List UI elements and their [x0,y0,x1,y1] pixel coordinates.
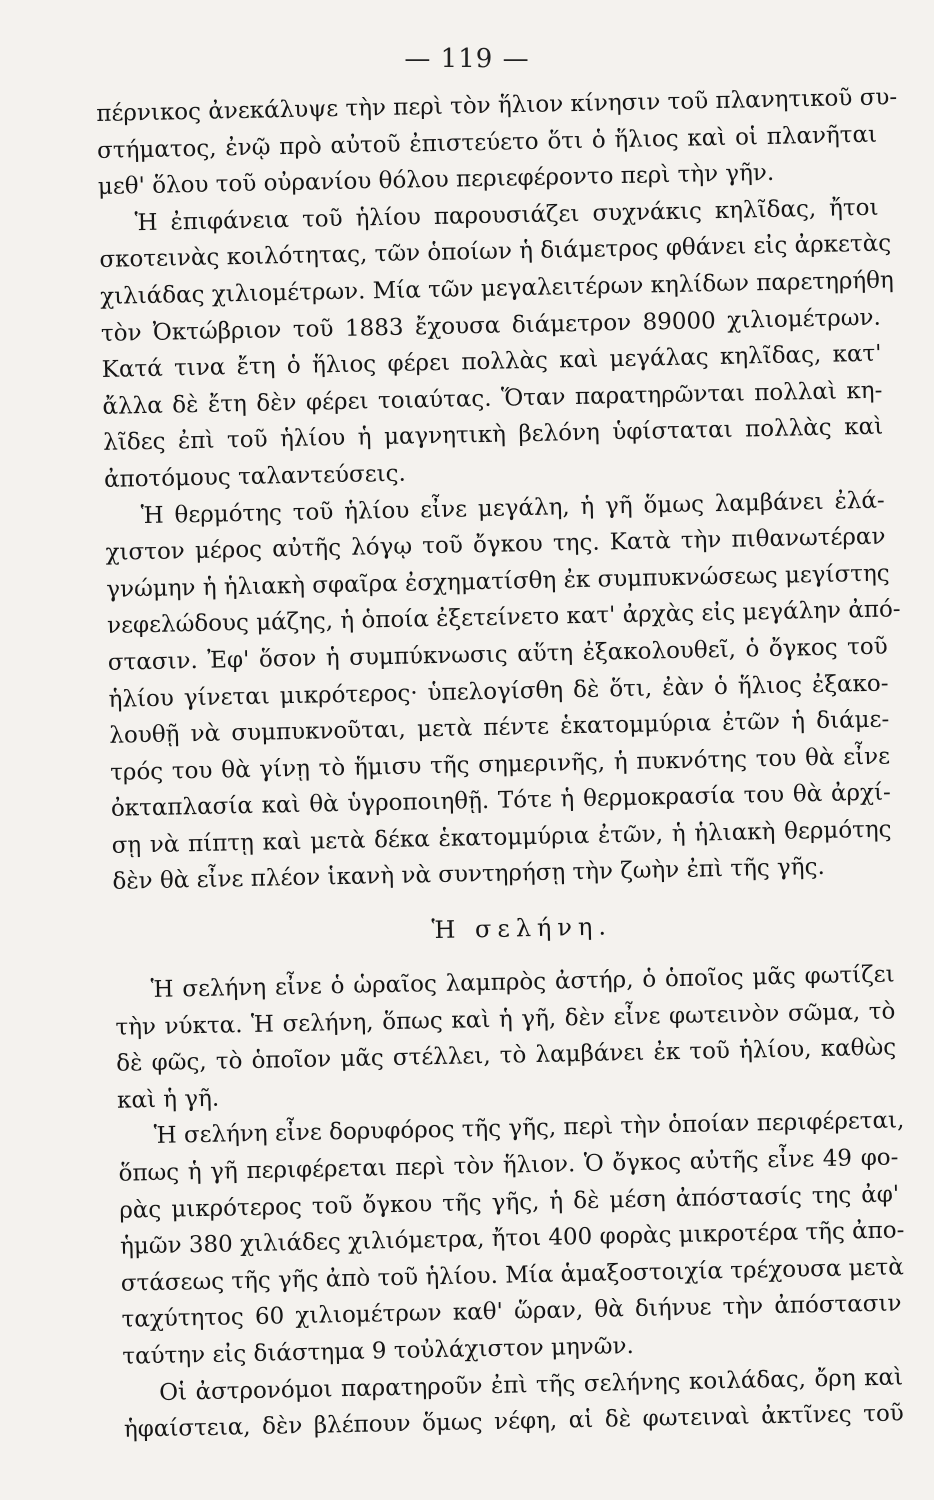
text-line: λουθῇ νὰ συμπυκνοῦται, μετὰ πέντε ἑκατομμύρια ἐτῶν ἡ διάμε- [109,706,890,749]
text-line: χιλιάδας χιλιομέτρων. Μία τῶν μεγαλειτέρων κηλίδων παρετηρήθη [99,267,895,310]
text-line: Ἡ θερμότης τοῦ ἡλίου εἶνε μεγάλη, ἡ γῆ ὅμως λαμβάνει ἐλά- [140,487,885,529]
text-line: ταύτην εἰς διάστημα 9 τοὐλάχιστον μηνῶν. [122,1333,635,1370]
text-line: Κατά τινα ἔτη ὁ ἥλιος φέρει πολλὰς καὶ μεγάλας κηλῖδας, κατ' [101,340,882,384]
text-line: ἡμῶν 380 χιλιάδες χιλιόμετρα, ἤτοι 400 φορὰς μικροτέρα τῆς ἀπο- [119,1217,905,1260]
text-line: τρός του θὰ γίνῃ τὸ ἥμισυ τῆς σημερινῆς, ἡ πυκνότης του θὰ εἶνε [109,743,891,786]
text-line: στήματος, ἐνῷ πρὸ αὐτοῦ ἐπιστεύετο ὅτι ὁ ἥλιος καὶ οἱ πλανῆται [96,121,878,164]
text-line: γνώμην ἡ ἡλιακὴ σφαῖρα ἐσχηματίσθη ἐκ συμπυκνώσεως μεγίστης [106,560,890,603]
text-line: Ἡ σελήνη εἶνε ὁ ὡραῖος λαμπρὸς ἀστήρ, ὁ ὁποῖος μᾶς φωτίζει [150,961,895,1004]
text-line: σκοτεινὰς κοιλότητας, τῶν ὁποίων ἡ διάμετρος φθάνει εἰς ἀρκετὰς [99,230,892,274]
text-line: καὶ ἡ γῆ. [116,1085,220,1114]
body-text [96,80,904,1449]
text-line: ἡλίου γίνεται μικρότερος· ὑπελογίσθη δὲ ὅτι, ἐὰν ὁ ἥλιος ἐξακο- [108,670,889,713]
text-line: χιστον μέρος αὐτῆς λόγῳ τοῦ ὄγκου της. Κατὰ τὴν πιθανωτέραν [105,523,886,567]
text-line: σῃ νὰ πίπτῃ καὶ μετὰ δέκα ἑκατομμύρια ἐτῶν, ἡ ἡλιακὴ θερμότης [111,816,892,859]
text-line: ὀκταπλασία καὶ θὰ ὑγροποιηθῇ. Τότε ἡ θερμοκρασία του θὰ ἀρχί- [110,779,892,823]
text-line: στάσεως τῆς γῆς ἀπὸ τοῦ ἡλίου. Μία ἁμαξοστοιχία τρέχουσα μετὰ [120,1254,905,1297]
text-line: ἡφαίστεια, δὲν βλέπουν ὅμως νέφη, αἱ δὲ φωτειναὶ ἀκτῖνες τοῦ [123,1400,905,1443]
text-line: ἀποτόμους ταλαντεύσεις. [103,460,407,493]
text-line: ὅπως ἡ γῆ περιφέρεται περὶ τὸν ἥλιον. Ὁ ὄγκος αὐτῆς εἶνε 49 φο- [118,1144,899,1187]
text-line: Οἱ ἀστρονόμοι παρατηροῦν ἐπὶ τῆς σελήνης κοιλάδας, ὄρη καὶ [158,1363,904,1406]
text-line: λῖδες ἐπὶ τοῦ ἡλίου ἡ μαγνητικὴ βελόνη ὑφίσταται πολλὰς καὶ [103,413,884,457]
text-line: τὸν Ὀκτώβριον τοῦ 1883 ἔχουσα διάμετρον 89000 χιλιομέτρων. [100,304,882,347]
text-line: μεθ' ὅλου τοῦ οὐρανίου θόλου περιεφέροντο περὶ τὴν γῆν. [97,160,775,201]
section-heading: Ἡ σελήνη. [431,912,613,945]
text-line: δὲ φῶς, τὸ ὁποῖον μᾶς στέλλει, τὸ λαμβάνει ἐκ τοῦ ἡλίου, καθὼς [116,1034,897,1078]
text-line: ταχύτητος 60 χιλιομέτρων καθ' ὥραν, θὰ διήνυε τὴν ἀπόστασιν [121,1290,902,1334]
page-number: — 119 — [404,44,530,74]
text-line: δὲν θὰ εἶνε πλέον ἱκανὴ νὰ συντηρήσῃ τὴν ζωὴν ἐπὶ τῆς γῆς. [112,854,826,896]
text-line: νεφελώδους μάζης, ἡ ὁποία ἐξετείνετο κατ' ἀρχὰς εἰς μεγάλην ἀπό- [106,596,901,640]
text-line: Ἡ ἐπιφάνεια τοῦ ἡλίου παρουσιάζει συχνάκις κηλῖδας, ἤτοι [134,194,879,236]
text-line: στασιν. Ἐφ' ὅσον ἡ συμπύκνωσις αὕτη ἐξακολουθεῖ, ὁ ὄγκος τοῦ [107,633,888,676]
text-line: Ἡ σελήνη εἶνε δορυφόρος τῆς γῆς, περὶ τὴν ὁποίαν περιφέρεται, [153,1107,905,1150]
text-line: πέρνικος ἀνεκάλυψε τὴν περὶ τὸν ἥλιον κίνησιν τοῦ πλανητικοῦ συ- [96,84,898,127]
text-line: τὴν νύκτα. Ἡ σελήνη, ὅπως καὶ ἡ γῆ, δὲν εἶνε φωτεινὸν σῶμα, τὸ [115,998,896,1041]
text-line: ἄλλα δὲ ἔτη δὲν φέρει τοιαύτας. Ὅταν παρατηρῶνται πολλαὶ κη- [102,377,883,420]
text-line: ρὰς μικρότερος τοῦ ὄγκου τῆς γῆς, ἡ δὲ μέση ἀπόστασίς της ἀφ' [119,1181,900,1224]
